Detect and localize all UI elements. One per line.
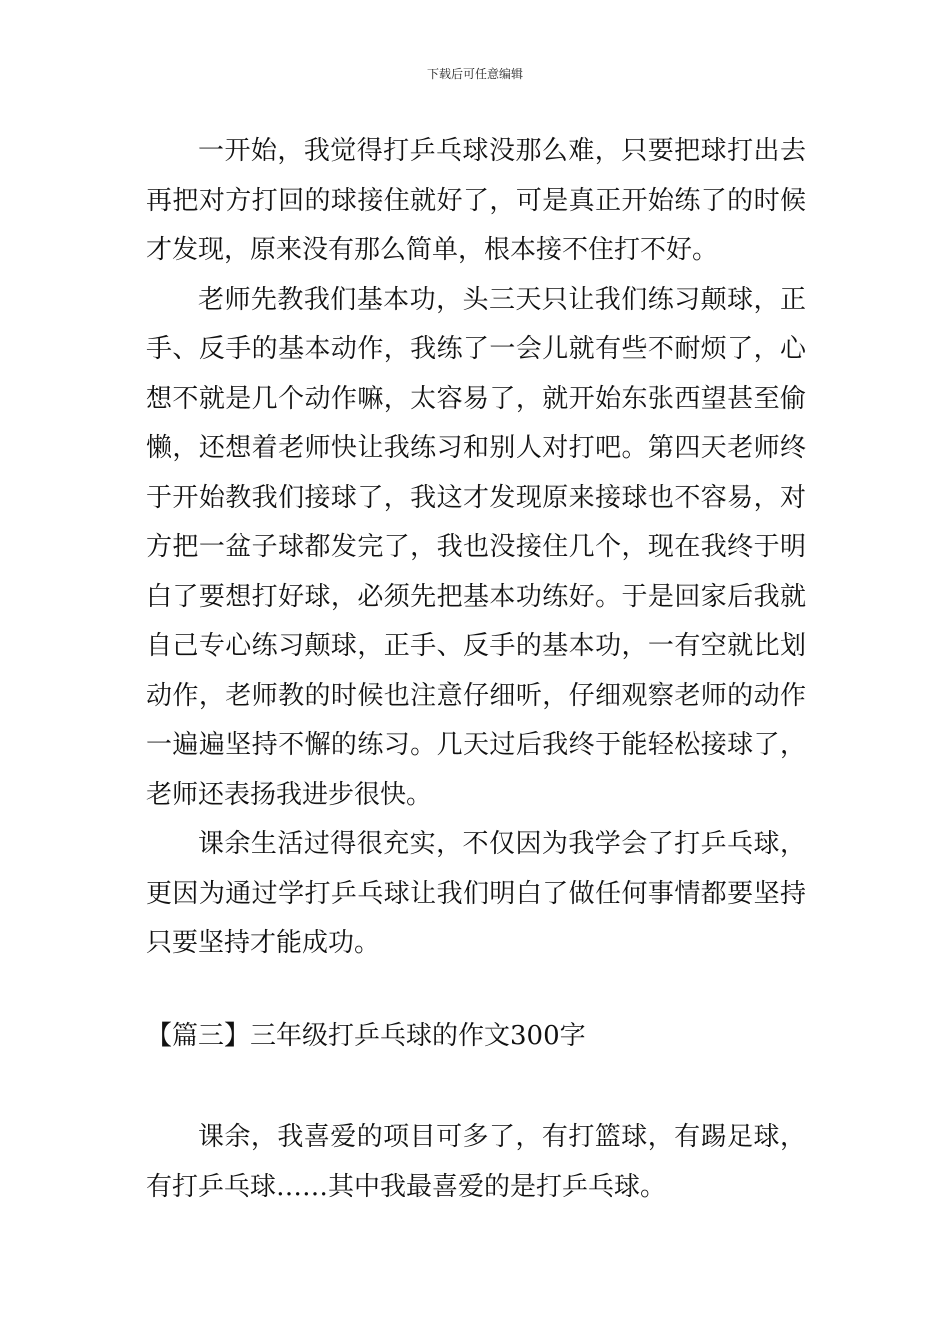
section-heading: 【篇三】三年级打乒乓球的作文300字 bbox=[146, 1020, 586, 1051]
document-body bbox=[146, 127, 806, 1212]
page-header-note: 下载后可任意编辑 bbox=[426, 67, 523, 81]
spacer bbox=[146, 969, 806, 1012]
paragraph-2: 老师先教我们基本功，头三天只让我们练习颠球，正手、反手的基本动作，我练了一会儿就有些不耐烦了，心想不就是几个动作嘛，太容易了，就开始东张西望甚至偷懒，还想着老师快让我练习和别人对打吧。第四天老师终于开始教我们接球了，我这才发现原来接球也不容易，对方把一盆子球都发完了，我也没接住几个，现在我终于明白了要想打好球，必须先把基本功练好。于是回家后我就自己专心练习颠球，正手、反手的基本功，一有空就比划动作，老师教的时候也注意仔细听，仔细观察老师的动作一遍遍坚持不懈的练习。几天过后我终于能轻松接球了，老师还表扬我进步很快。 bbox=[146, 284, 806, 810]
paragraph-1: 一开始，我觉得打乒乓球没那么难，只要把球打出去再把对方打回的球接住就好了，可是真正开始练了的时候才发现，原来没有那么简单，根本接不住打不好。 bbox=[146, 136, 806, 265]
section-paragraph-1: 课余，我喜爱的项目可多了，有打篮球，有踢足球，有打乒乓球……其中我最喜爱的是打乒乓球。 bbox=[146, 1122, 806, 1202]
paragraph-3: 课余生活过得很充实，不仅因为我学会了打乒乓球，更因为通过学打乒乓球让我们明白了做任何事情都要坚持只要坚持才能成功。 bbox=[146, 829, 806, 958]
spacer bbox=[146, 1061, 806, 1113]
